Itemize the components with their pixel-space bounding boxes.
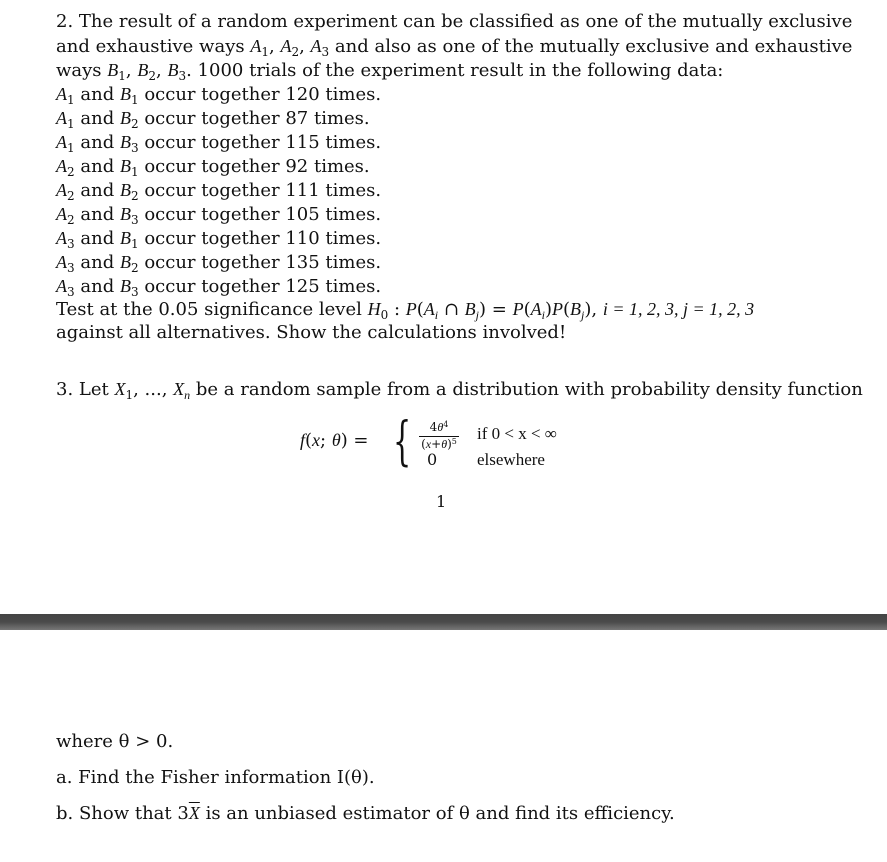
part-b: b. Show that $3\overline{X}$ is an unbiased estimator of θ and find its efficiency. [56,803,675,824]
problem2-line3: ways $B_1$, $B_2$, $B_3$. 1000 trials of the experiment result in the following data: [56,60,724,83]
case2-condition: elsewhere [477,450,545,469]
pdf-zero: 0 [427,450,438,469]
where-line: where θ > 0. [56,731,174,752]
data-row: $A_3$ and $B_3$ occur together 125 times. [56,276,382,299]
pdf-fraction: $\frac{4\theta^4}{(x+\theta)^5}$ [419,420,459,452]
case1-condition: if 0 < x < ∞ [477,424,557,443]
data-row: $A_1$ and $B_3$ occur together 115 times. [56,132,382,155]
problem2-line2: and exhaustive ways $A_1$, $A_2$, $A_3$ and also as one of the mutually exclusive and exhaustive [56,36,853,59]
page-divider [0,614,887,630]
against-line: against all alternatives. Show the calculations involved! [56,322,567,343]
pdf-formula [300,412,620,478]
data-row: $A_2$ and $B_2$ occur together 111 times. [56,180,382,203]
page-number: 1 [436,492,447,511]
problem2-line1: 2. The result of a random experiment can be classified as one of the mutually exclusive [56,11,853,32]
data-row: $A_1$ and $B_2$ occur together 87 times. [56,108,370,131]
part-a: a. Find the Fisher information I(θ). [56,767,375,788]
data-row: $A_1$ and $B_1$ occur together 120 times. [56,84,382,107]
data-row: $A_3$ and $B_2$ occur together 135 times. [56,252,382,275]
data-row: $A_3$ and $B_1$ occur together 110 times. [56,228,382,251]
data-row: $A_2$ and $B_3$ occur together 105 times. [56,204,382,227]
brace: { [393,412,412,472]
problem3-intro: 3. Let $X_1$, ..., $X_n$ be a random sample from a distribution with probability density function [56,379,863,402]
data-row: $A_2$ and $B_1$ occur together 92 times. [56,156,370,179]
hypothesis-line: Test at the 0.05 significance level $H_0$ : $P(A_i$ ∩ $B_j) = P(A_i)P(B_j)$, i = 1, 2, 3, j = 1, 2, 3 [56,299,755,322]
pdf-lhs: f(x; θ) = [300,430,369,451]
